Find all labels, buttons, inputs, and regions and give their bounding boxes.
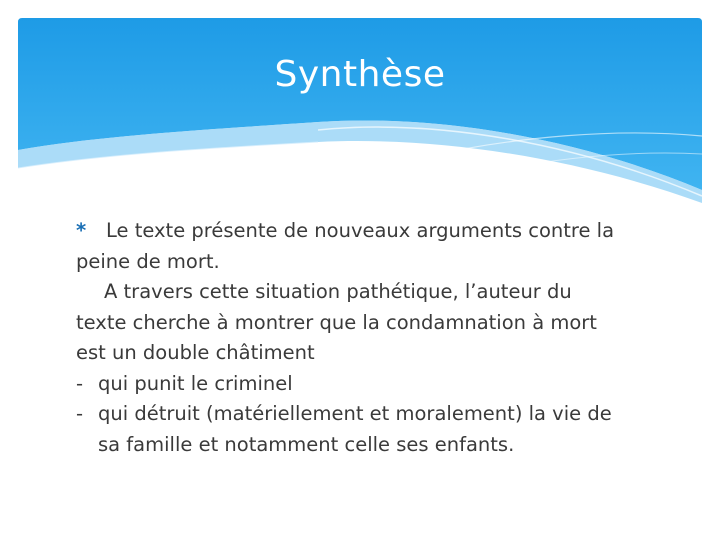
- body-text-line: texte cherche à montrer que la condamnation à mort: [76, 310, 597, 334]
- slide-title: Synthèse: [274, 54, 446, 95]
- dash-item-1: [76, 369, 656, 400]
- body-text-line: Le texte présente de nouveaux arguments contre la: [106, 219, 615, 242]
- slide-body: [76, 216, 656, 460]
- dash-bullet-icon: -: [76, 371, 84, 395]
- dash-bullet-icon: -: [76, 402, 84, 425]
- body-text-line: A travers cette situation pathétique, l’auteur du: [104, 280, 572, 303]
- asterisk-bullet-icon: *: [76, 219, 87, 242]
- body-text-line: est un double châtiment: [76, 341, 315, 364]
- bullet-line-1: [76, 216, 656, 247]
- dash-item-text: qui détruit (matériellement et moralement) la vie de: [98, 402, 612, 425]
- banner-wave-graphic: [18, 18, 702, 203]
- dash-item-text: sa famille et notamment celle ses enfants.: [98, 432, 515, 456]
- dash-item-2: [76, 399, 656, 430]
- body-text-line: peine de mort.: [76, 249, 220, 273]
- title-banner: [18, 18, 702, 203]
- dash-item-text: qui punit le criminel: [98, 371, 293, 395]
- dash-item-2-continuation: [76, 430, 656, 461]
